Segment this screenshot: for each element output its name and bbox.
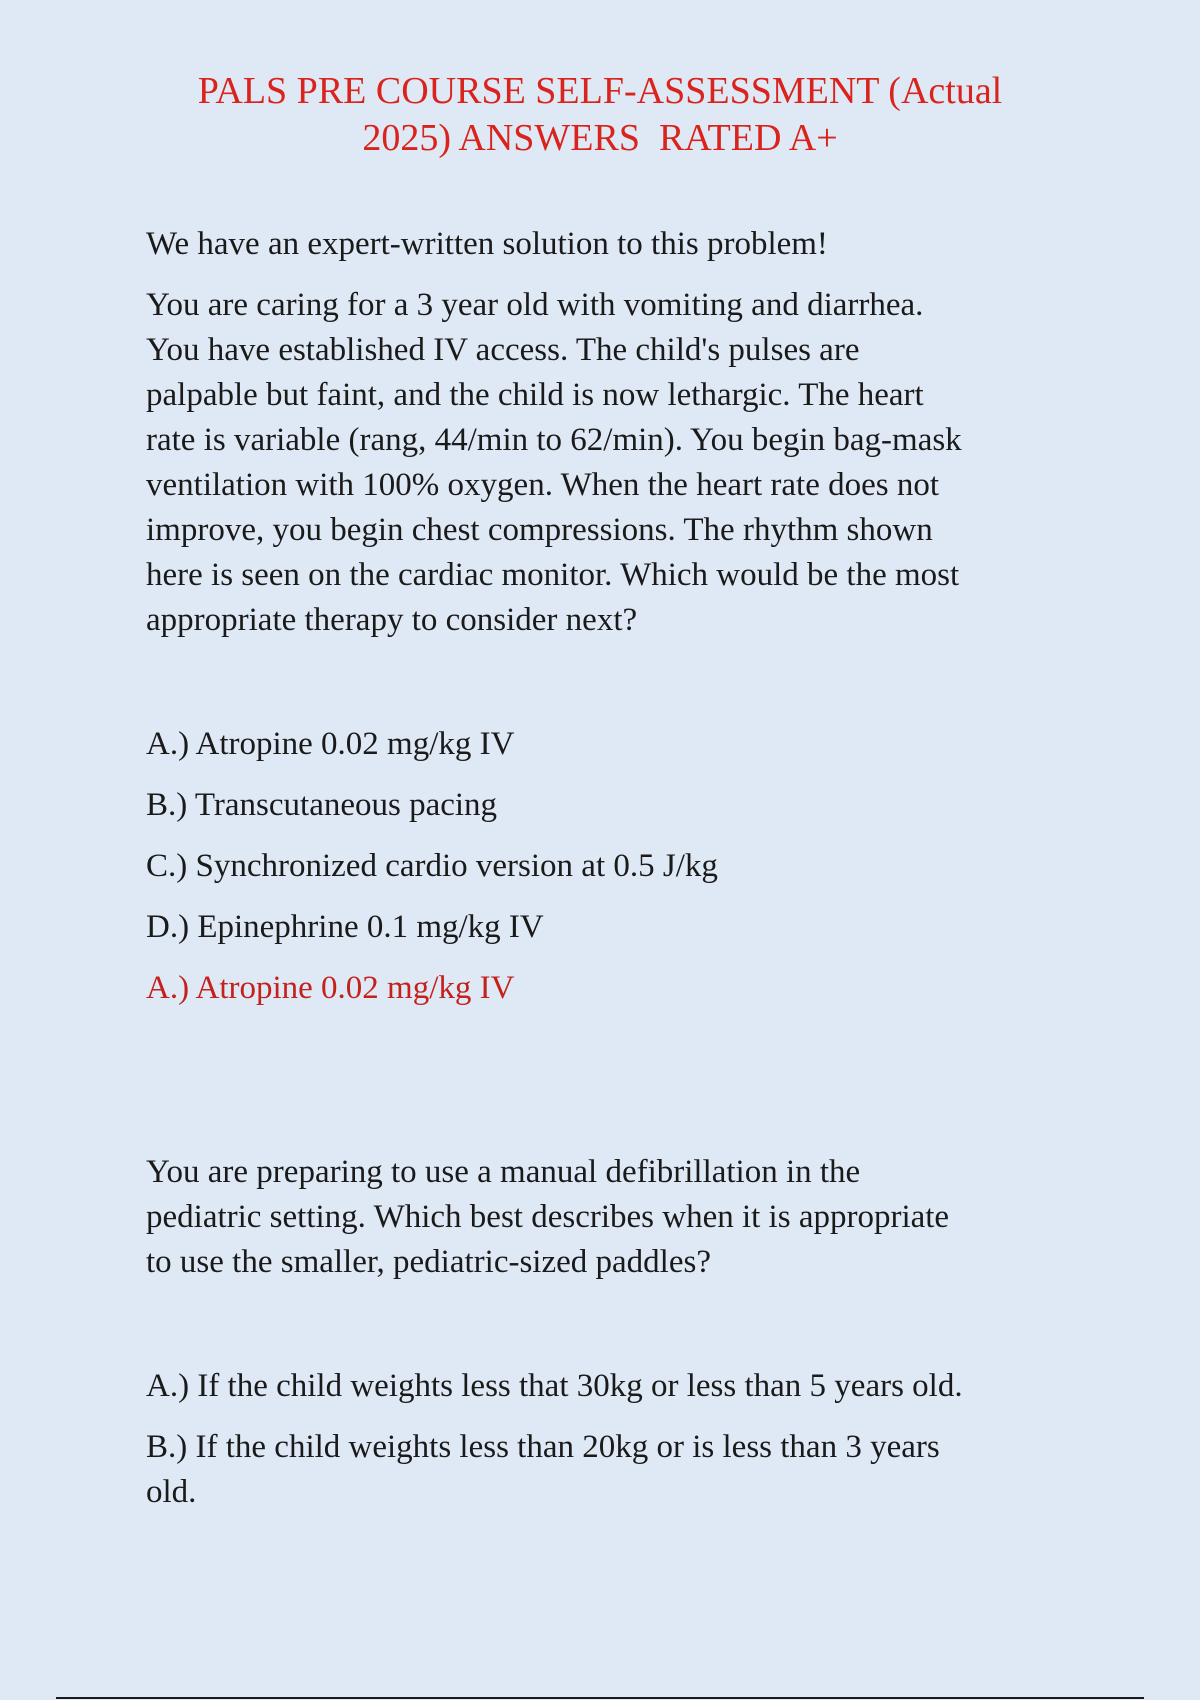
intro-text: We have an expert-written solution to this problem! xyxy=(146,226,828,262)
bottom-divider xyxy=(56,1697,1144,1699)
document-title: PALS PRE COURSE SELF-ASSESSMENT (Actual 2025) ANSWERS RATED A+ xyxy=(197,70,1003,159)
question-1-text: You are caring for a 3 year old with vomiting and diarrhea. You have established IV access. The child's pulses are palpable but faint, and the child is now lethargic. The heart rate is variable (rang, 44/min to 62/min). You begin bag-mask ventilation with 100% oxygen. When the heart rate does not improve, you begin chest compressions. The rhythm shown here is seen on the cardiac monitor. Which would be the most appropriate therapy to consider next? xyxy=(146,287,962,638)
question-2-option-a: A.) If the child weights less that 30kg or less than 5 years old. xyxy=(146,1368,963,1404)
question-1-option-b: B.) Transcutaneous pacing xyxy=(146,787,498,823)
question-2-text: You are preparing to use a manual defibrillation in the pediatric setting. Which best describes when it is appropriate to use the smaller, pediatric-sized paddles? xyxy=(146,1154,950,1280)
question-1-option-d: D.) Epinephrine 0.1 mg/kg IV xyxy=(146,909,544,945)
question-2-option-b: B.) If the child weights less than 20kg or is less than 3 years old. xyxy=(146,1429,940,1510)
question-1-answer: A.) Atropine 0.02 mg/kg IV xyxy=(146,970,515,1006)
question-1-option-c: C.) Synchronized cardio version at 0.5 J/kg xyxy=(146,848,718,884)
question-1-option-a: A.) Atropine 0.02 mg/kg IV xyxy=(146,726,515,762)
